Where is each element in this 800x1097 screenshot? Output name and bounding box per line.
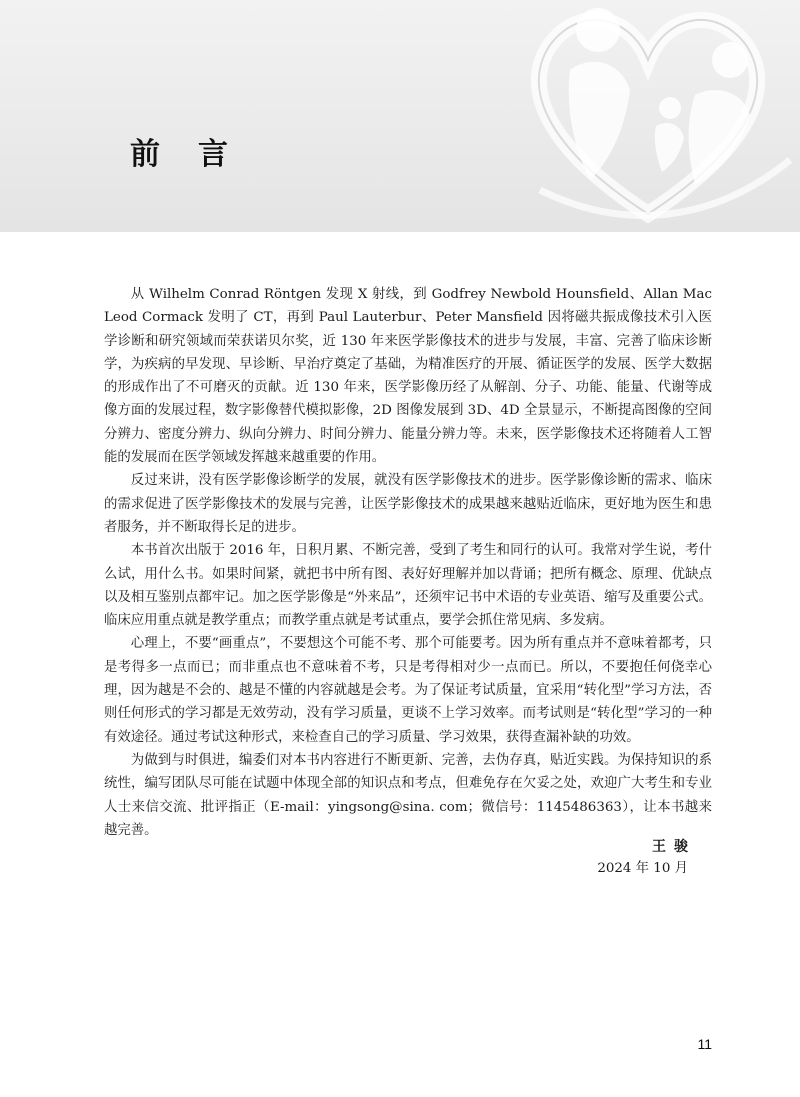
paragraph-5: 为做到与时俱进，编委们对本书内容进行不断更新、完善，去伪存真，贴近实践。为保持知识的系统性，编写团队尽可能在试题中体现全部的知识点和考点，但难免存在欠妥之处，欢迎广大考生和专业人士来信交流、批评指正（E-mail：yingsong@sina. com；微信号：1145486363），让本书越来越完善。 — [104, 752, 712, 838]
family-heart-logo-icon — [480, 0, 800, 232]
author-name: 王骏 — [652, 839, 696, 855]
signature-date: 2024 年 10 月 — [597, 861, 688, 876]
page-number: 11 — [697, 1036, 712, 1052]
paragraph-4: 心理上，不要“画重点”，不要想这个可能不考、那个可能要考。因为所有重点并不意味着都考，只是考得多一点而已；而非重点也不意味着不考，只是考得相对少一点而已。所以，不要抱任何侥幸心理，因为越是不会的、越是不懂的内容就越是会考。为了保证考试质量，宜采用“转化型”学习方法，否则任何形式的学习都是无效劳动，没有学习质量，更谈不上学习效率。而考试则是“转化型”学习的一种有效途径。通过考试这种形式，来检查自己的学习质量、学习效果，获得查漏补缺的功效。 — [104, 636, 712, 745]
preface-body — [104, 283, 712, 842]
paragraph-3: 本书首次出版于 2016 年，日积月累、不断完善，受到了考生和同行的认可。我常对学生说，考什么试，用什么书。如果时间紧，就把书中所有图、表好好理解并加以背诵；把所有概念、原理、优缺点以及相互鉴别点都牢记。加之医学影像是“外来品”，还须牢记书中术语的专业英语、缩写及重要公式。临床应用重点就是教学重点；而教学重点就是考试重点，要学会抓住常见病、多发病。 — [104, 543, 712, 629]
header-band — [0, 0, 800, 232]
paragraph-1: 从 Wilhelm Conrad Röntgen 发现 X 射线，到 Godfrey Newbold Hounsfield、Allan MacLeod Cormack 发明了 CT，再到 Paul Lauterbur、Peter Mansfield 因将磁共振成像技术引入医学诊断和研究领域而荣获诺贝尔奖，近 130 年来医学影像技术的进步与发展，丰富、完善了临床诊断学，为疾病的早发现、早诊断、早治疗奠定了基础，为精准医疗的开展、循证医学的发展、医学大数据的形成作出了不可磨灭的贡献。近 130 年来，医学影像历经了从解剖、分子、功能、能量、代谢等成像方面的发展过程，数字影像替代模拟影像，2D 图像发展到 3D、4D 全景显示，不断提高图像的空间分辨力、密度分辨力、纵向分辨力、时间分辨力、能量分辨力等。未来，医学影像技术还将随着人工智能的发展而在医学领域发挥越来越重要的作用。 — [104, 287, 712, 466]
paragraph-2: 反过来讲，没有医学影像诊断学的发展，就没有医学影像技术的进步。医学影像诊断的需求、临床的需求促进了医学影像技术的发展与完善，让医学影像技术的成果越来越贴近临床，更好地为医生和患者服务，并不断取得长足的进步。 — [104, 473, 712, 535]
page-title: 前言 — [130, 137, 266, 172]
signature-block — [597, 836, 696, 880]
